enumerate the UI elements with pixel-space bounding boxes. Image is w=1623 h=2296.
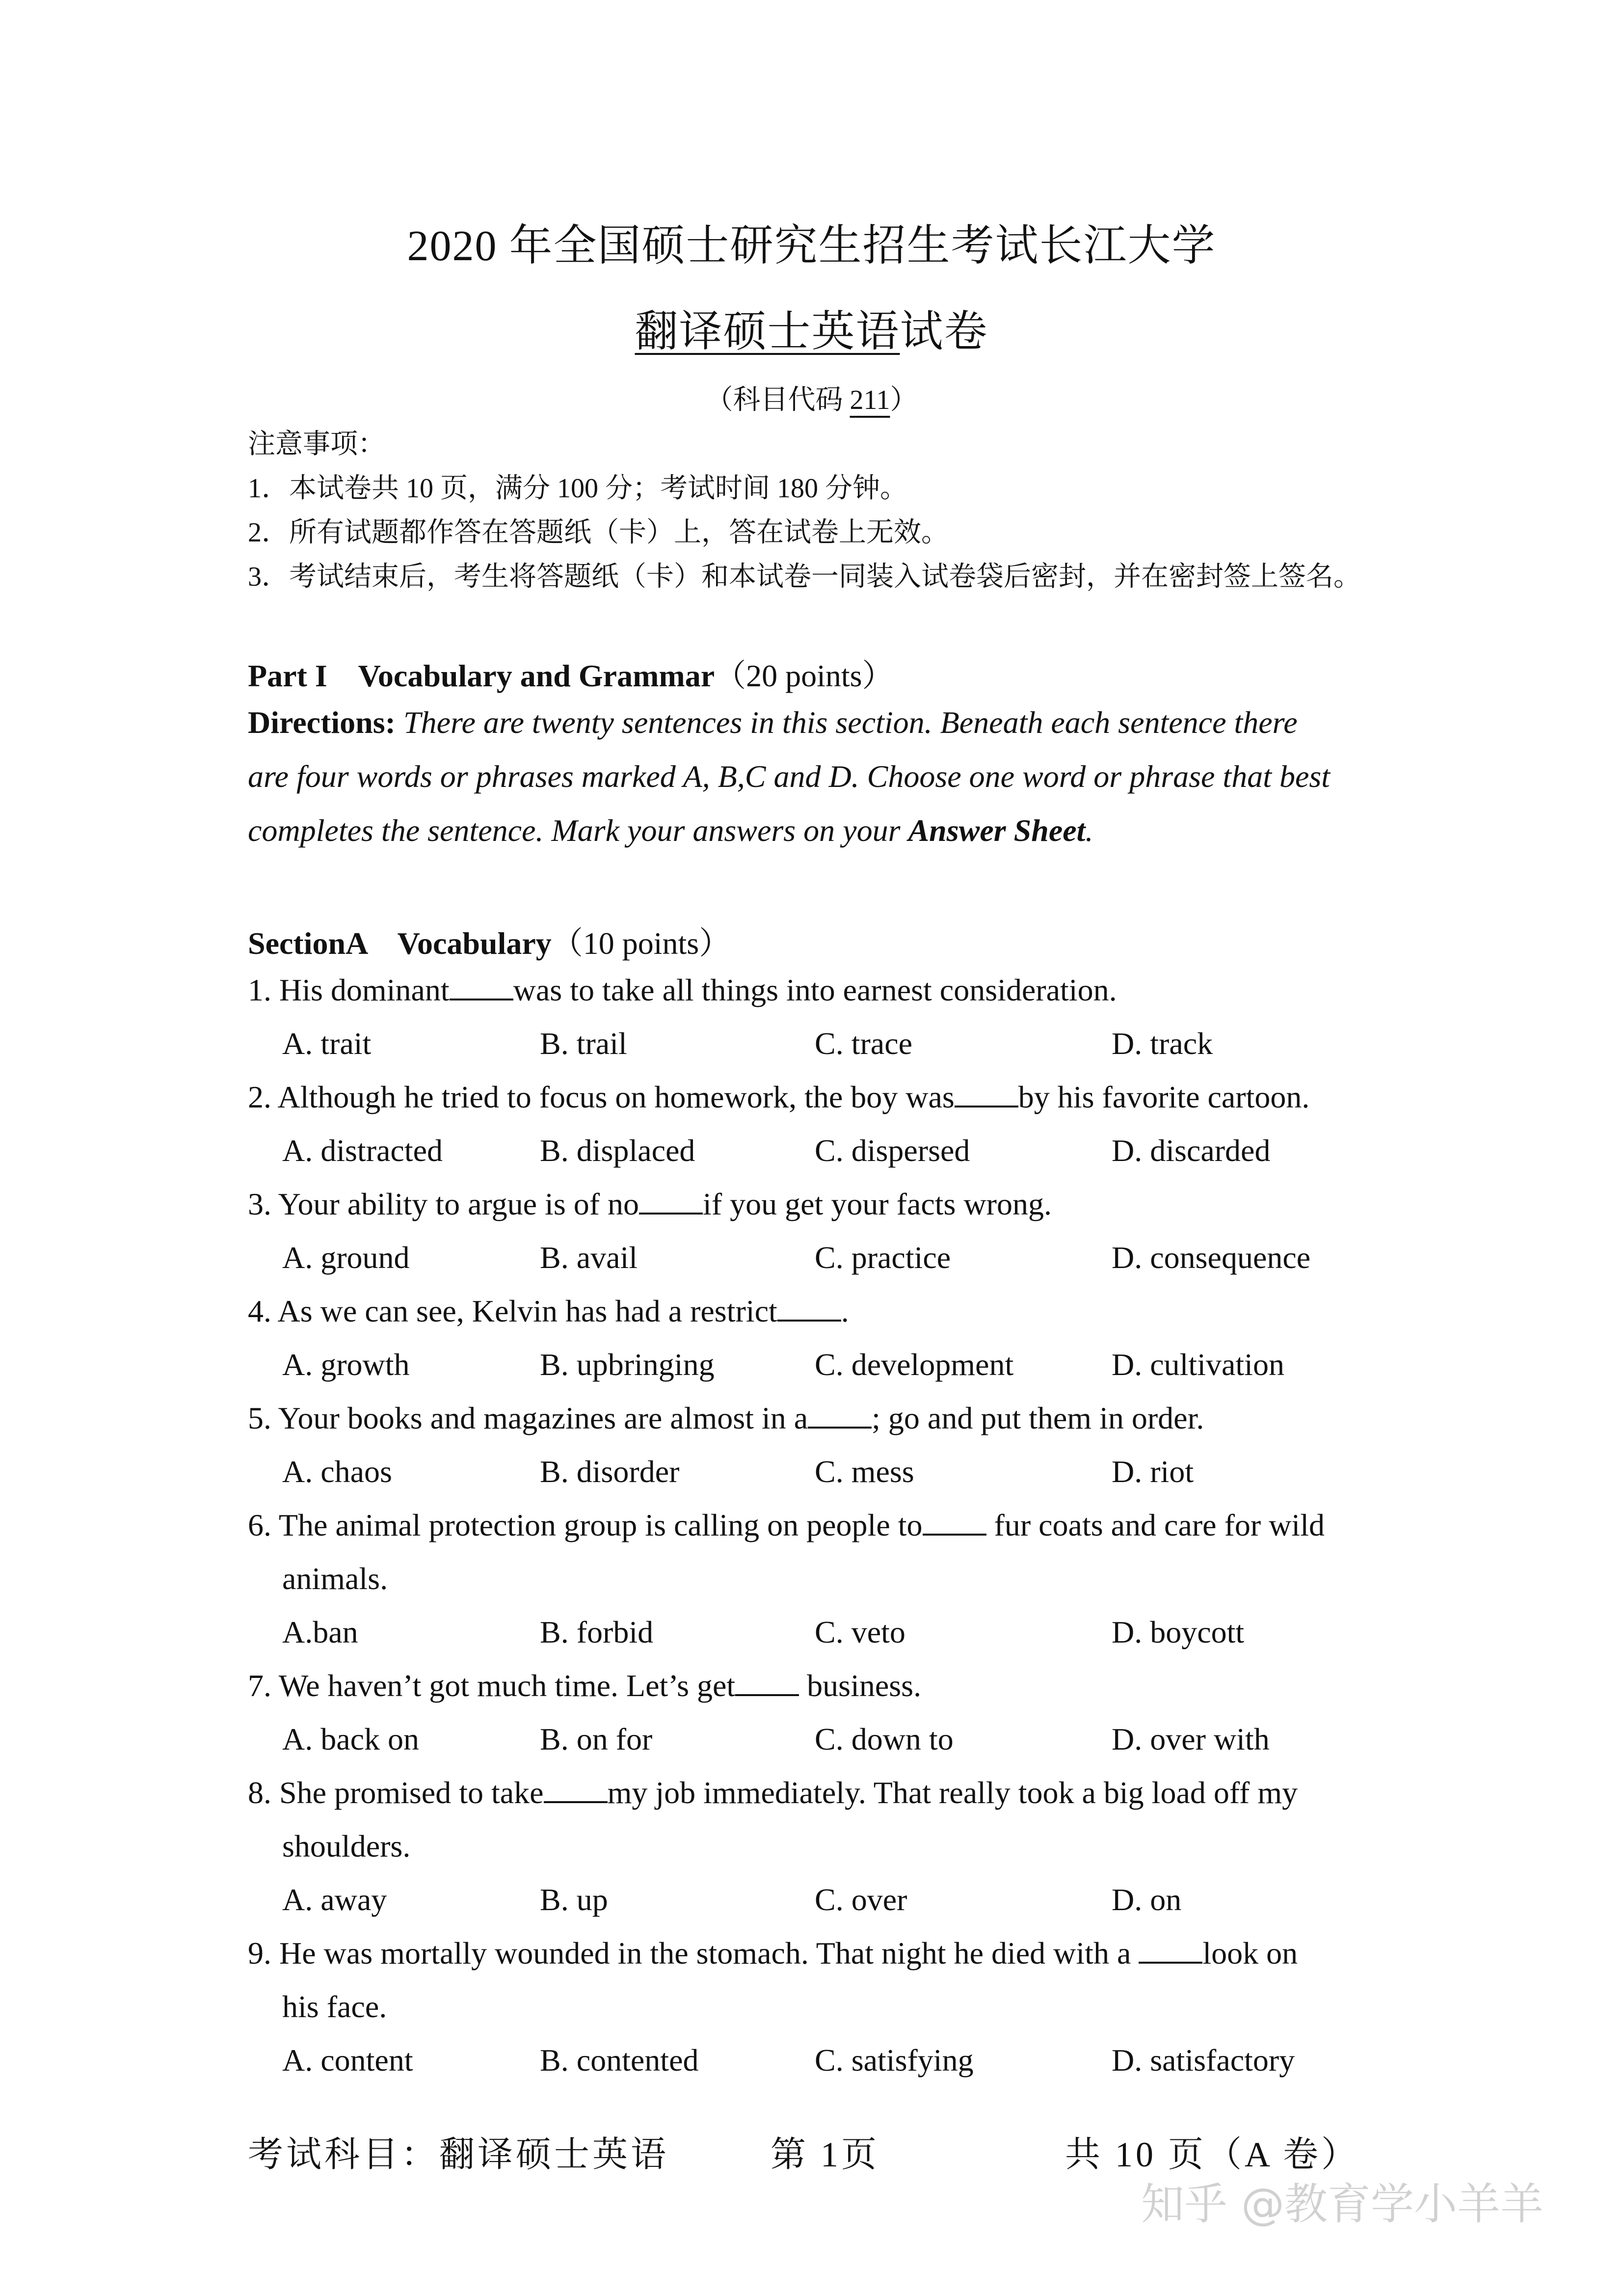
- answer-blank: [955, 1081, 1018, 1107]
- question-3: [248, 1186, 1052, 1222]
- option-c: C. development: [815, 1347, 1014, 1382]
- option-c: C. mess: [815, 1454, 914, 1489]
- question-6: [248, 1507, 1325, 1543]
- code-suffix: ）: [890, 385, 918, 415]
- subtitle-suffix: 试卷: [900, 308, 988, 356]
- option-d: D. discarded: [1112, 1133, 1271, 1168]
- option-a: A. trait: [282, 1026, 372, 1061]
- exam-subtitle: [0, 297, 1623, 359]
- question-4: [248, 1293, 849, 1329]
- footer-page: 第 1页: [771, 2135, 880, 2174]
- option-d: D. satisfactory: [1112, 2043, 1295, 2078]
- option-c: C. trace: [815, 1026, 912, 1061]
- option-a: A. chaos: [282, 1454, 392, 1489]
- option-d: D. track: [1112, 1026, 1213, 1061]
- answer-blank: [923, 1509, 986, 1536]
- option-c: C. down to: [815, 1722, 954, 1756]
- question-text-rest: ; go and put them in order.: [872, 1401, 1204, 1435]
- directions-line-3: [248, 812, 1093, 849]
- notice-heading: 注意事项：: [248, 429, 385, 459]
- sectionA-points: （10 points）: [551, 926, 731, 961]
- answer-blank: [450, 974, 513, 1000]
- question-text-rest: if you get your facts wrong.: [703, 1187, 1052, 1221]
- code-prefix: （科目代码: [705, 385, 850, 415]
- exam-title: 2020 年全国硕士研究生招生考试长江大学: [407, 222, 1216, 270]
- option-a: A. back on: [282, 1722, 420, 1756]
- answer-blank: [639, 1188, 703, 1215]
- notice-item-1: 1．本试卷共 10 页，满分 100 分；考试时间 180 分钟。: [248, 473, 907, 504]
- option-b: B. forbid: [540, 1615, 654, 1649]
- sectionA-heading: [248, 918, 730, 963]
- answer-blank: [777, 1295, 841, 1322]
- question-text-rest: my job immediately. That really took a big load off my: [607, 1775, 1298, 1810]
- option-c: C. over: [815, 1882, 907, 1917]
- option-d: D. over with: [1112, 1722, 1270, 1756]
- question-text: 7. We haven’t got much time. Let’s get: [248, 1668, 736, 1703]
- question-text: 3. Your ability to argue is of no: [248, 1187, 639, 1221]
- option-a: A. away: [282, 1882, 387, 1917]
- option-d: D. riot: [1112, 1454, 1194, 1489]
- option-d: D. on: [1112, 1882, 1182, 1917]
- directions-text: There are twenty sentences in this section. Beneath each sentence there: [395, 705, 1298, 740]
- notice-item-3: 3．考试结束后，考生将答题纸（卡）和本试卷一同装入试卷袋后密封，并在密封签上签名。: [248, 562, 1361, 592]
- question-text: 4. As we can see, Kelvin has had a restrict: [248, 1294, 777, 1328]
- answer-blank: [1139, 1937, 1202, 1964]
- directions-line-1: [248, 704, 1298, 741]
- question-text-rest: look on: [1202, 1936, 1298, 1971]
- question-continuation: shoulders.: [282, 1829, 411, 1864]
- question-5: [248, 1400, 1204, 1436]
- option-b: B. up: [540, 1882, 608, 1917]
- part1-points: （20 points）: [715, 658, 894, 693]
- question-1: [248, 972, 1117, 1008]
- option-d: D. boycott: [1112, 1615, 1245, 1649]
- question-text-rest: by his favorite cartoon.: [1018, 1080, 1310, 1114]
- sectionA-title: SectionA Vocabulary: [248, 926, 552, 961]
- option-c: C. satisfying: [815, 2043, 974, 2078]
- question-7: [248, 1668, 921, 1704]
- option-d: D. cultivation: [1112, 1347, 1284, 1382]
- directions-line-2: are four words or phrases marked A, B,C and D. Choose one word or phrase that best: [248, 759, 1330, 794]
- question-text: 2. Although he tried to focus on homework, the boy was: [248, 1080, 955, 1114]
- subject-name: 翻译硕士英语: [635, 308, 900, 356]
- footer-total: 共 10 页（A 卷）: [1065, 2135, 1360, 2174]
- question-2: [248, 1079, 1309, 1115]
- footer-subject: 考试科目：翻译硕士英语: [248, 2135, 669, 2174]
- question-continuation: animals.: [282, 1561, 388, 1596]
- option-b: B. displaced: [540, 1133, 695, 1168]
- answer-blank: [808, 1402, 872, 1429]
- option-a: A.ban: [282, 1615, 358, 1649]
- answer-blank: [735, 1670, 799, 1696]
- option-b: B. trail: [540, 1026, 627, 1061]
- question-text: 6. The animal protection group is calling on people to: [248, 1508, 923, 1542]
- notice-item-2: 2．所有试题都作答在答题纸（卡）上，答在试卷上无效。: [248, 517, 949, 548]
- option-b: B. disorder: [540, 1454, 680, 1489]
- directions-label: Directions:: [248, 705, 396, 740]
- part1-title: Part I Vocabulary and Grammar: [248, 658, 715, 693]
- answer-sheet-term: Answer Sheet: [908, 813, 1086, 848]
- option-b: B. avail: [540, 1240, 638, 1275]
- option-c: C. veto: [815, 1615, 905, 1649]
- directions-text-3: completes the sentence. Mark your answers on your: [248, 813, 908, 848]
- question-continuation: his face.: [282, 1989, 387, 2024]
- directions-end: .: [1085, 813, 1093, 848]
- option-c: C. practice: [815, 1240, 951, 1275]
- watermark: 知乎 @教育学小羊羊: [1141, 2179, 1543, 2229]
- option-a: A. growth: [282, 1347, 410, 1382]
- option-b: B. contented: [540, 2043, 699, 2078]
- question-text-rest: business.: [799, 1668, 922, 1703]
- question-text-rest: fur coats and care for wild: [986, 1508, 1325, 1542]
- part1-heading: [248, 650, 894, 696]
- option-a: A. content: [282, 2043, 413, 2078]
- question-text-rest: .: [841, 1294, 849, 1328]
- option-a: A. ground: [282, 1240, 410, 1275]
- code-value: 211: [850, 385, 890, 415]
- question-text: 8. She promised to take: [248, 1775, 544, 1810]
- option-b: B. upbringing: [540, 1347, 715, 1382]
- option-b: B. on for: [540, 1722, 653, 1756]
- question-8: [248, 1775, 1298, 1811]
- subject-code: [0, 378, 1623, 417]
- answer-blank: [544, 1777, 608, 1803]
- option-c: C. dispersed: [815, 1133, 970, 1168]
- question-9: [248, 1935, 1298, 1972]
- question-text: 9. He was mortally wounded in the stomach. That night he died with a: [248, 1936, 1139, 1971]
- option-d: D. consequence: [1112, 1240, 1311, 1275]
- question-text: 1. His dominant: [248, 972, 450, 1007]
- option-a: A. distracted: [282, 1133, 443, 1168]
- question-text: 5. Your books and magazines are almost in a: [248, 1401, 808, 1435]
- question-text-rest: was to take all things into earnest consideration.: [513, 972, 1117, 1007]
